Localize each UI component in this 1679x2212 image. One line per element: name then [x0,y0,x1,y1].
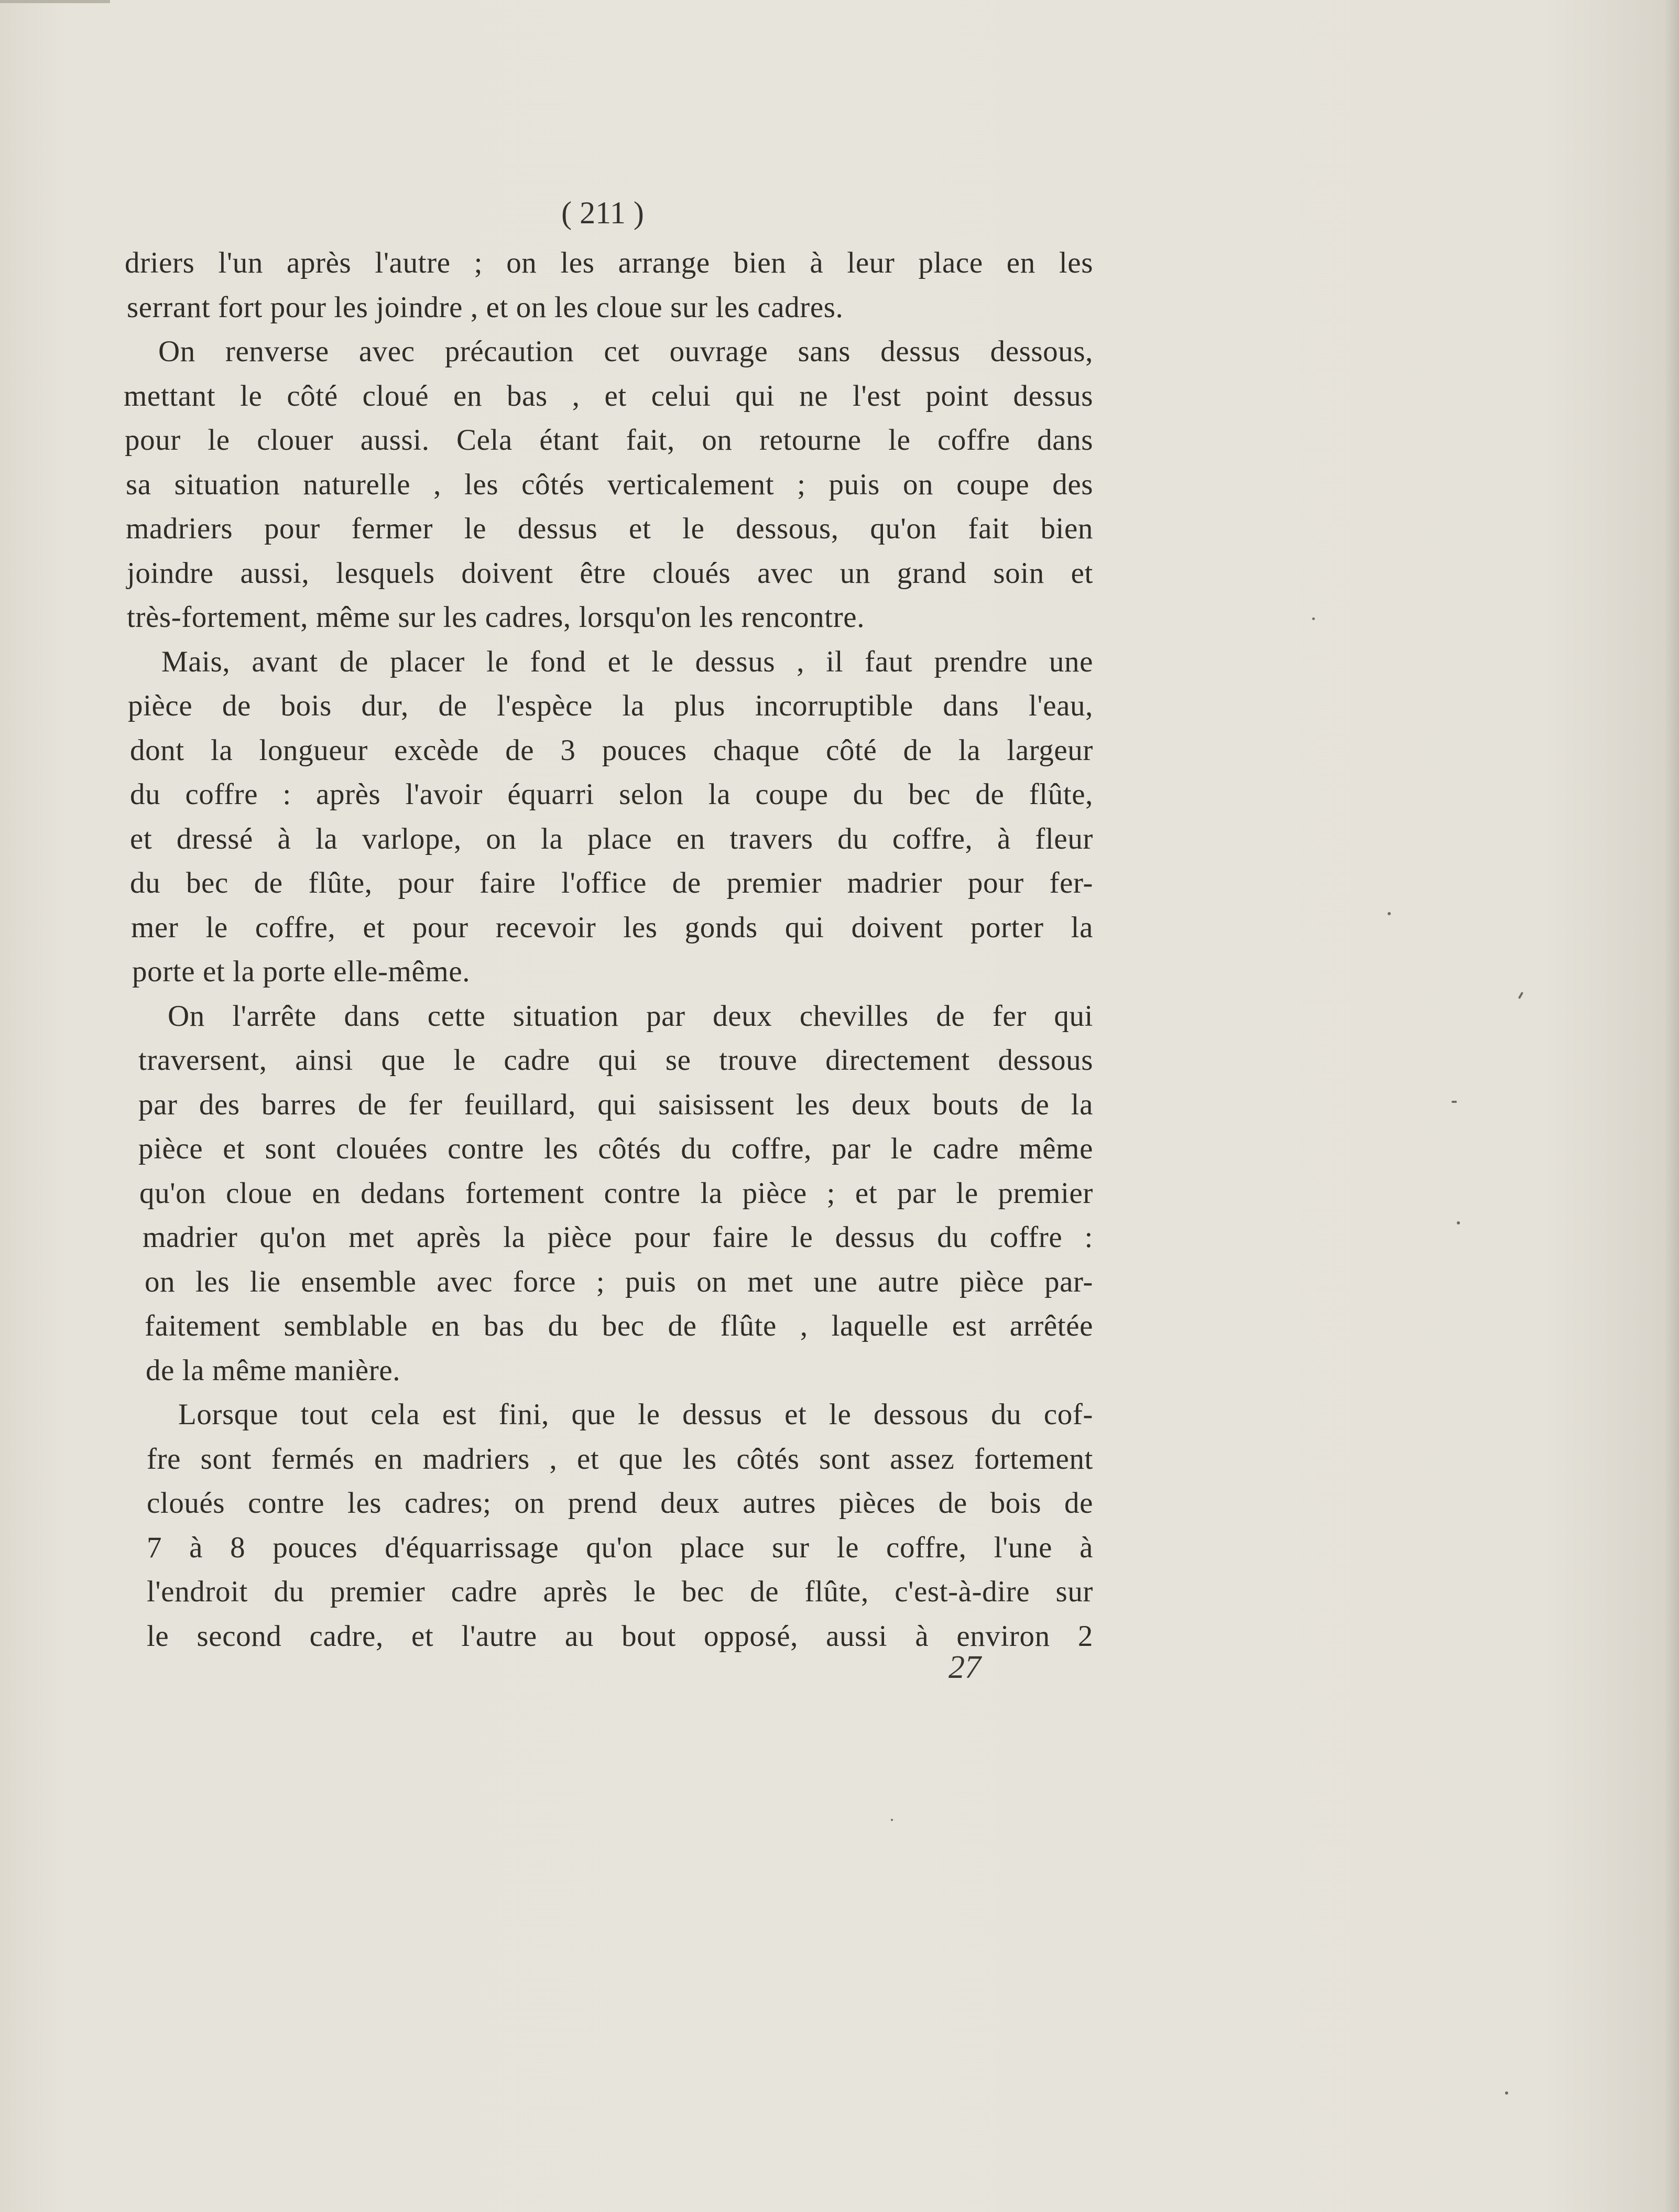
text-line: fre sont fermés en madriers , et que les côtés sont assez fortement [147,1442,1093,1476]
text-line: du coffre : après l'avoir équarri selon la coupe du bec de flûte, [130,778,1093,811]
page-edge-shadow [1664,0,1679,2212]
text-line: pièce et sont clouées contre les côtés du coffre, par le cadre même [138,1132,1093,1165]
text-line: du bec de flûte, pour faire l'office de premier madrier pour fer- [130,866,1093,899]
text-line: l'endroit du premier cadre après le bec de flûte, c'est-à-dire sur [147,1575,1093,1608]
text-line: faitement semblable en bas du bec de flûte , laquelle est arrêtée [145,1309,1093,1342]
paragraph-start-line: On l'arrête dans cette situation par deux chevilles de fer qui [168,999,1093,1033]
text-line: traversent, ainsi que le cadre qui se trouve directement dessous [138,1044,1093,1077]
paragraph-start-line: Mais, avant de placer le fond et le dessus , il faut prendre une [161,645,1093,678]
text-line: driers l'un après l'autre ; on les arrange bien à leur place en les [125,246,1093,279]
text-line: madriers pour fermer le dessus et le dessous, qu'on fait bien [126,512,1093,545]
paragraph-start-line: On renverse avec précaution cet ouvrage sans dessus dessous, [158,335,1093,368]
paper-speck [1505,2091,1508,2095]
text-line: mettant le côté cloué en bas , et celui qui ne l'est point dessus [124,379,1093,413]
paper-speck [1518,992,1523,999]
text-line: très-fortement, même sur les cadres, lorsqu'on les rencontre. [127,601,865,634]
paper-speck [891,1819,893,1821]
text-line: cloués contre les cadres; on prend deux autres pièces de bois de [147,1487,1093,1520]
text-line: le second cadre, et l'autre au bout opposé, aussi à environ 2 [147,1619,1093,1653]
page-edge-mark [0,0,110,3]
text-line: sa situation naturelle , les côtés verticalement ; puis on coupe des [126,468,1093,501]
text-line: madrier qu'on met après la pièce pour faire le dessus du coffre : [143,1221,1093,1254]
paragraph-start-line: Lorsque tout cela est fini, que le dessus et le dessous du cof- [178,1398,1093,1431]
page-number: ( 211 ) [561,196,644,230]
text-line: dont la longueur excède de 3 pouces chaque côté de la largeur [130,733,1093,767]
text-line: mer le coffre, et pour recevoir les gonds qui doivent porter la [131,910,1093,944]
text-line: et dressé à la varlope, on la place en travers du coffre, à fleur [130,822,1093,855]
text-line: pour le clouer aussi. Cela étant fait, on retourne le coffre dans [125,424,1093,457]
paper-speck [1312,617,1315,620]
text-line: on les lie ensemble avec force ; puis on met une autre pièce par- [145,1265,1093,1298]
text-line: par des barres de fer feuillard, qui saisissent les deux bouts de la [138,1088,1093,1121]
text-line: qu'on cloue en dedans fortement contre la pièce ; et par le premier [139,1176,1093,1210]
text-line: porte et la porte elle-même. [132,955,471,988]
text-line: de la même manière. [146,1353,401,1387]
paper-speck [1388,912,1391,915]
text-line: joindre aussi, lesquels doivent être cloués avec un grand soin et [127,556,1093,590]
text-line: 7 à 8 pouces d'équarrissage qu'on place sur le coffre, l'une à [147,1531,1093,1564]
body-text [124,241,1093,1658]
paper-speck [1452,1101,1457,1103]
signature-mark: 27 [948,1650,981,1685]
paper-speck [1457,1221,1460,1224]
text-line: serrant fort pour les joindre , et on les cloue sur les cadres. [127,290,844,324]
text-line: pièce de bois dur, de l'espèce la plus incorruptible dans l'eau, [128,689,1093,722]
